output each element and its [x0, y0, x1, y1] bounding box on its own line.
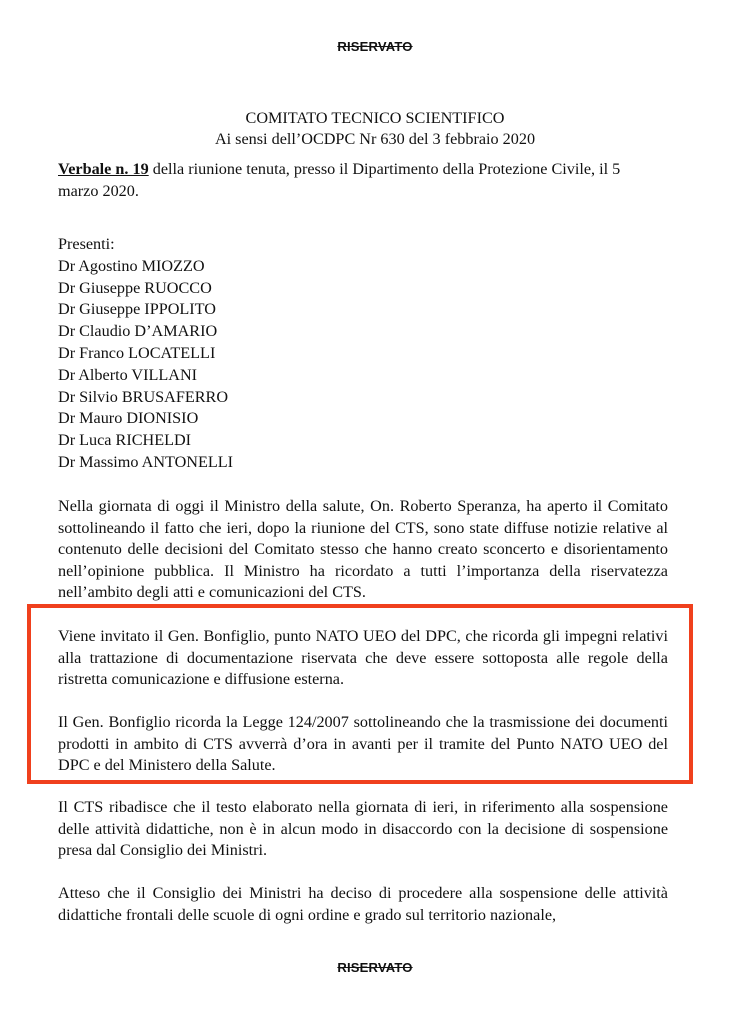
attendees-list	[58, 234, 668, 474]
paragraph-bonfiglio-invited: Viene invitato il Gen. Bonfiglio, punto NATO UEO del DPC, che ricorda gli impegni relativi alla trattazione di documentazione riservata che deve essere sottoposta alle regole della ristretta comunicazione e diffusione esterna.	[58, 627, 668, 689]
minutes-intro	[58, 159, 668, 202]
paragraph-cts-reaffirms: Il CTS ribadisce che il testo elaborato nella giornata di ieri, in riferimento alla sospensione delle attività didattiche, non è in alcun modo in disaccordo con la decisione di sospensione presa dal Consiglio dei Ministri.	[58, 798, 668, 860]
paragraph-minister-opening: Nella giornata di oggi il Ministro della salute, On. Roberto Speranza, ha aperto il Comitato sottolineando il fatto che ieri, dopo la riunione del CTS, sono state diffuse notizie relative al contenuto delle decisioni del Comitato stesso che hanno creato sconcerto e disorientamento nell’opinione pubblica. Il Ministro ha ricordato a tutti l’importanza della riservatezza nell’ambito degli atti e comunicazioni del CTS.	[58, 497, 668, 602]
attendee: Dr Agostino MIOZZO	[58, 256, 205, 275]
attendee: Dr Claudio D’AMARIO	[58, 322, 218, 341]
paragraph-bonfiglio-law: Il Gen. Bonfiglio ricorda la Legge 124/2007 sottolineando che la trasmissione dei documenti prodotti in ambito di CTS avverrà d’ora in avanti per il tramite del Punto NATO UEO del DPC e del Ministero della Salute.	[58, 713, 668, 775]
document-heading	[0, 108, 750, 150]
classification-stamp-top: RISERVATO	[337, 39, 413, 54]
verbale-number: Verbale n. 19	[58, 160, 149, 178]
attendee: Dr Giuseppe IPPOLITO	[58, 300, 216, 319]
attendee: Dr Mauro DIONISIO	[58, 409, 199, 428]
verbale-date: marzo 2020.	[58, 181, 139, 200]
attendees-label: Presenti:	[58, 235, 115, 253]
committee-title: COMITATO TECNICO SCIENTIFICO	[245, 109, 505, 127]
attendee: Dr Massimo ANTONELLI	[58, 452, 234, 471]
attendee: Dr Franco LOCATELLI	[58, 343, 216, 362]
verbale-intro-text: della riunione tenuta, presso il Dipartimento della Protezione Civile, il 5	[148, 160, 621, 178]
attendee: Dr Alberto VILLANI	[58, 365, 198, 384]
attendee: Dr Luca RICHELDI	[58, 431, 192, 450]
attendee: Dr Silvio BRUSAFERRO	[58, 387, 229, 406]
classification-stamp-bottom: RISERVATO	[337, 960, 413, 975]
ordinance-reference: Ai sensi dell’OCDPC Nr 630 del 3 febbraio 2020	[214, 130, 536, 148]
attendee: Dr Giuseppe RUOCCO	[58, 278, 212, 297]
paragraph-council-decision: Atteso che il Consiglio dei Ministri ha deciso di procedere alla sospensione delle attività didattiche frontali delle scuole di ogni ordine e grado sul territorio nazionale,	[58, 884, 668, 924]
